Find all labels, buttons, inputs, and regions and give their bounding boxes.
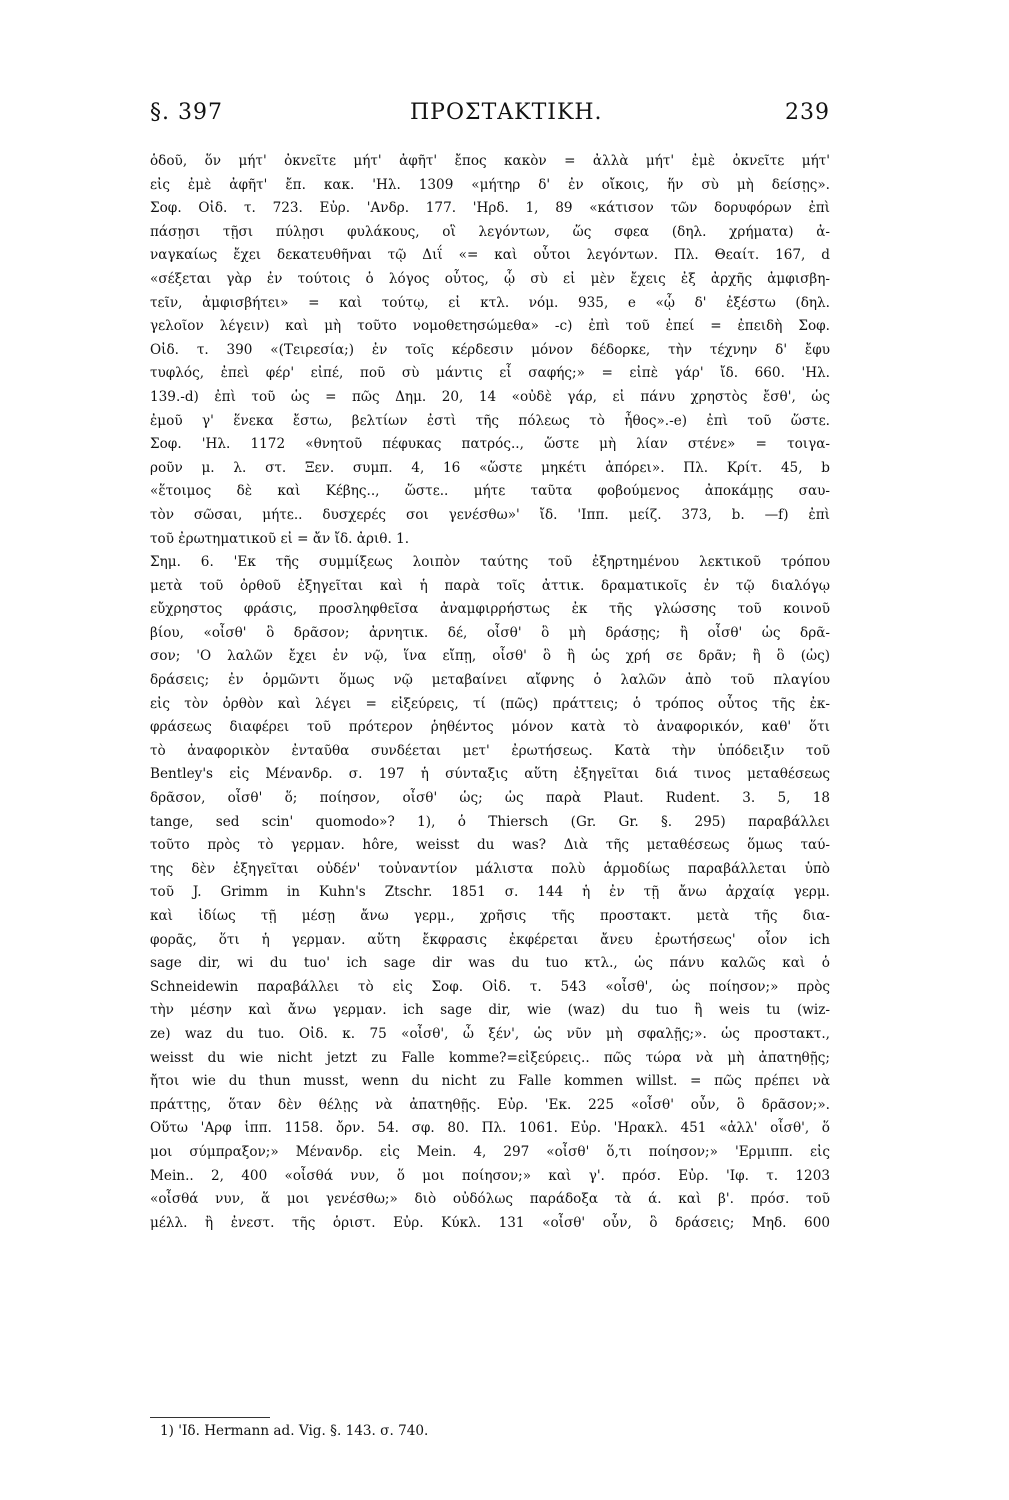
text-line: καὶ ἰδίως τῇ μέσῃ ἄνω γερμ., χρῆσις τῆς προστακτ. μετὰ τῆς δια- <box>150 908 830 924</box>
text-line: τοῦ ἐρωτηματικοῦ εἰ = ἄν ἴδ. ἀριθ. 1. <box>150 530 410 547</box>
text-line: τοῦ J. Grimm in Kuhn's Ztschr. 1851 σ. 144 ἡ ἐν τῇ ἄνω ἀρχαίᾳ γερμ. <box>150 884 830 901</box>
text-line: εἰς τὸν ὀρθὸν καὶ λέγει = εἰξεύρεις, τί (πῶς) πράττεις; ὁ τρόπος οὗτος τῆς ἐκ- <box>150 695 830 712</box>
text-line: φράσεως διαφέρει τοῦ πρότερον ῥηθέντος μόνον κατὰ τὸ ἀναφορικόν, καθ' ὅτι <box>150 719 830 736</box>
text-line: φορᾶς, ὅτι ἡ γερμαν. αὕτη ἔκφρασις ἐκφέρεται ἄνευ ἐρωτήσεως' οἷον ich <box>150 931 830 948</box>
text-line: τὸ ἀναφορικὸν ἐνταῦθα συνδέεται μετ' ἐρωτήσεως. Κατὰ τὴν ὑπόδειξιν τοῦ <box>150 742 830 759</box>
text-line: «ἕτοιμος δὲ καὶ Κέβης.., ὥστε.. μήτε ταῦτα φοβούμενος ἀποκάμῃς σαυ- <box>150 483 830 500</box>
text-line: weisst du wie nicht jetzt zu Falle komme?=εἰξεύρεις.. πῶς τώρα νὰ μὴ ἀπατηθῇς; <box>150 1049 830 1066</box>
text-line: τεῖν, ἀμφισβήτει» = καὶ τούτῳ, εἰ κτλ. νόμ. 935, e «ᾧ δ' ἐξέστω (δηλ. <box>150 294 830 311</box>
text-line: εὔχρηστος φράσις, προσληφθεῖσα ἀναμφιρρήστως ἐκ τῆς γλώσσης τοῦ κοινοῦ <box>150 601 830 618</box>
page-header <box>150 100 830 140</box>
text-line: τὸν σῶσαι, μήτε.. δυσχερές σοι γενέσθω»' ἴδ. 'Ιππ. μείζ. 373, b. —f) ἐπὶ <box>150 506 830 523</box>
text-line: μοι σύμπραξον;» Μένανδρ. εἰς Mein. 4, 297 «οἶσθ' ὅ,τι ποίησον;» 'Ερμιππ. εἰς <box>150 1143 830 1160</box>
text-line: ἐμοῦ γ' ἕνεκα ἔστω, βελτίων ἐστὶ τῆς πόλεως τὸ ἦθος».-e) ἐπὶ τοῦ ὥστε. <box>150 412 830 429</box>
text-line: πάσῃσι τῇσι πύλῃσι φυλάκους, οἳ λεγόντων, ὥς σφεα (δηλ. χρήματα) ἀ- <box>150 223 830 240</box>
text-line: μέλλ. ἢ ἐνεστ. τῆς ὁριστ. Εὐρ. Κύκλ. 131 «οἶσθ' οὖν, ὃ δράσεις; Μηδ. 600 <box>150 1214 830 1231</box>
main-text <box>150 150 830 1235</box>
text-line: Bentley's εἰς Μένανδρ. σ. 197 ἡ σύνταξις αὕτη ἐξηγεῖται διά τινος μεταθέσεως <box>150 766 830 783</box>
text-line: τὴν μέσην καὶ ἄνω γερμαν. ich sage dir, wie (waz) du tuo ἢ weis tu (wiz- <box>150 1002 830 1019</box>
page-number: 239 <box>785 100 830 125</box>
text-line: sage dir, wi du tuo' ich sage dir was du tuo κτλ., ὡς πάνυ καλῶς καὶ ὁ <box>150 955 830 972</box>
text-line: δρᾶσον, οἶσθ' ὅ; ποίησον, οἶσθ' ὡς; ὡς παρὰ Plaut. Rudent. 3. 5, 18 <box>150 790 830 807</box>
text-line: Οὕτω 'Αρφ ἱππ. 1158. ὄρν. 54. σφ. 80. Πλ. 1061. Εὐρ. 'Ηρακλ. 451 «ἀλλ' οἶσθ', ὅ <box>150 1120 830 1137</box>
text-line: εἰς ἐμὲ ἀφῆτ' ἔπ. κακ. 'Ηλ. 1309 «μήτηρ δ' ἐν οἴκοις, ἥν σὺ μὴ δείσῃς». <box>150 176 830 193</box>
text-line: ὁδοῦ, ὅν μήτ' ὀκνεῖτε μήτ' ἀφῆτ' ἔπος κακὸν = ἀλλὰ μήτ' ἐμὲ ὀκνεῖτε μήτ' <box>150 153 830 169</box>
text-line: tange, sed scin' quomodo»? 1), ὁ Thiersch (Gr. Gr. §. 295) παραβάλλει <box>150 813 830 830</box>
text-line: Σοφ. Οἰδ. τ. 723. Εὐρ. 'Ανδρ. 177. 'Ηρδ. 1, 89 «κάτισον τῶν δορυφόρων ἐπὶ <box>150 200 830 217</box>
text-line: «οἶσθά νυν, ἅ μοι γενέσθω;» διὸ οὐδόλως παράδοξα τὰ ά. καὶ β'. πρόσ. τοῦ <box>150 1191 830 1208</box>
text-line: «σέξεται γὰρ ἐν τούτοις ὁ λόγος οὗτος, ᾧ σὺ εἰ μὲν ἔχεις ἐξ ἀρχῆς ἀμφισβη- <box>150 270 830 287</box>
text-line: μετὰ τοῦ ὀρθοῦ ἐξηγεῖται καὶ ἡ παρὰ τοῖς ἀττικ. δραματικοῖς ἐν τῷ διαλόγῳ <box>150 577 830 594</box>
text-line: 139.-d) ἐπὶ τοῦ ὡς = πῶς Δημ. 20, 14 «οὐδὲ γάρ, εἰ πάνυ χρηστὸς ἔσθ', ὡς <box>150 388 830 405</box>
text-line: ἤτοι wie du thun musst, wenn du nicht zu Falle kommen willst. = πῶς πρέπει νὰ <box>150 1073 830 1090</box>
text-line: Σοφ. 'Ηλ. 1172 «θνητοῦ πέφυκας πατρός.., ὥστε μὴ λίαν στένε» = τοιγα- <box>150 436 830 453</box>
text-line: πράττῃς, ὅταν δὲν θέλῃς νὰ ἀπατηθῇς. Εὐρ. 'Εκ. 225 «οἶσθ' οὖν, ὃ δρᾶσον;». <box>150 1096 830 1113</box>
text-line: της δὲν ἐξηγεῖται οὐδέν' τοὐναντίον μάλιστα πολὺ ἁρμοδίως παραβάλλεται ὑπὸ <box>150 860 830 877</box>
text-line: γελοῖον λέγειν) καὶ μὴ τοῦτο νομοθετησώμεθα» -c) ἐπὶ τοῦ ἐπεί = ἐπειδὴ Σοφ. <box>150 318 830 335</box>
page-title: ΠΡΟΣΤΑΚΤΙΚΗ. <box>410 100 603 125</box>
text-line: ροῦν μ. λ. στ. Ξεν. συμπ. 4, 16 «ὥστε μηκέτι ἀπόρει». Πλ. Κρίτ. 45, b <box>150 459 830 476</box>
footnote-divider <box>150 1417 270 1418</box>
text-line: Οἰδ. τ. 390 «(Τειρεσία;) ἐν τοῖς κέρδεσιν μόνον δέδορκε, τὴν τέχνην δ' ἔφυ <box>150 341 830 358</box>
text-line: Mein.. 2, 400 «οἶσθά νυν, ὅ μοι ποίησον;» καὶ γ'. πρόσ. Εὐρ. 'Ιφ. τ. 1203 <box>150 1167 830 1184</box>
text-line: βίου, «οἶσθ' ὃ δρᾶσον; ἀρνητικ. δέ, οἶσθ' ὃ μὴ δράσῃς; ἢ οἶσθ' ὡς δρᾶ- <box>150 624 830 641</box>
text-line: σον; 'Ο λαλῶν ἔχει ἐν νῷ, ἵνα εἴπῃ, οἶσθ' ὃ ἢ ὡς χρή σε δρᾶν; ἢ ὃ (ὡς) <box>150 648 830 665</box>
text-line: ze) waz du tuo. Οἰδ. κ. 75 «οἶσθ', ὦ ξέν', ὡς νῦν μὴ σφαλῇς;». ὡς προστακτ., <box>150 1025 830 1042</box>
text-line: τυφλός, ἐπεὶ φέρ' εἰπέ, ποῦ σὺ μάντις εἶ σαφής;» = εἰπὲ γάρ' ἴδ. 660. 'Ηλ. <box>150 365 830 382</box>
section-number: §. 397 <box>150 100 223 125</box>
text-line: δράσεις; ἐν ὁρμῶντι ὅμως νῷ μεταβαίνει αἴφνης ὁ λαλῶν ἀπὸ τοῦ πλαγίου <box>150 672 830 689</box>
text-line: ναγκαίως ἔχει δεκατευθῆναι τῷ Διΐ «= καὶ οὗτοι λεγόντων. Πλ. Θεαίτ. 167, d <box>150 247 830 264</box>
text-line: τοῦτο πρὸς τὸ γερμαν. hôre, weisst du was? Διὰ τῆς μεταθέσεως ὅμως ταύ- <box>150 837 830 854</box>
text-line: Σημ. 6. 'Εκ τῆς συμμίξεως λοιπὸν ταύτης τοῦ ἐξηρτημένου λεκτικοῦ τρόπου <box>150 554 830 571</box>
footnote: 1) 'Ιδ. Hermann ad. Vig. §. 143. σ. 740. <box>160 1423 429 1439</box>
text-line: Schneidewin παραβάλλει τὸ εἰς Σοφ. Οἰδ. τ. 543 «οἶσθ', ὡς ποίησον;» πρὸς <box>150 978 830 995</box>
